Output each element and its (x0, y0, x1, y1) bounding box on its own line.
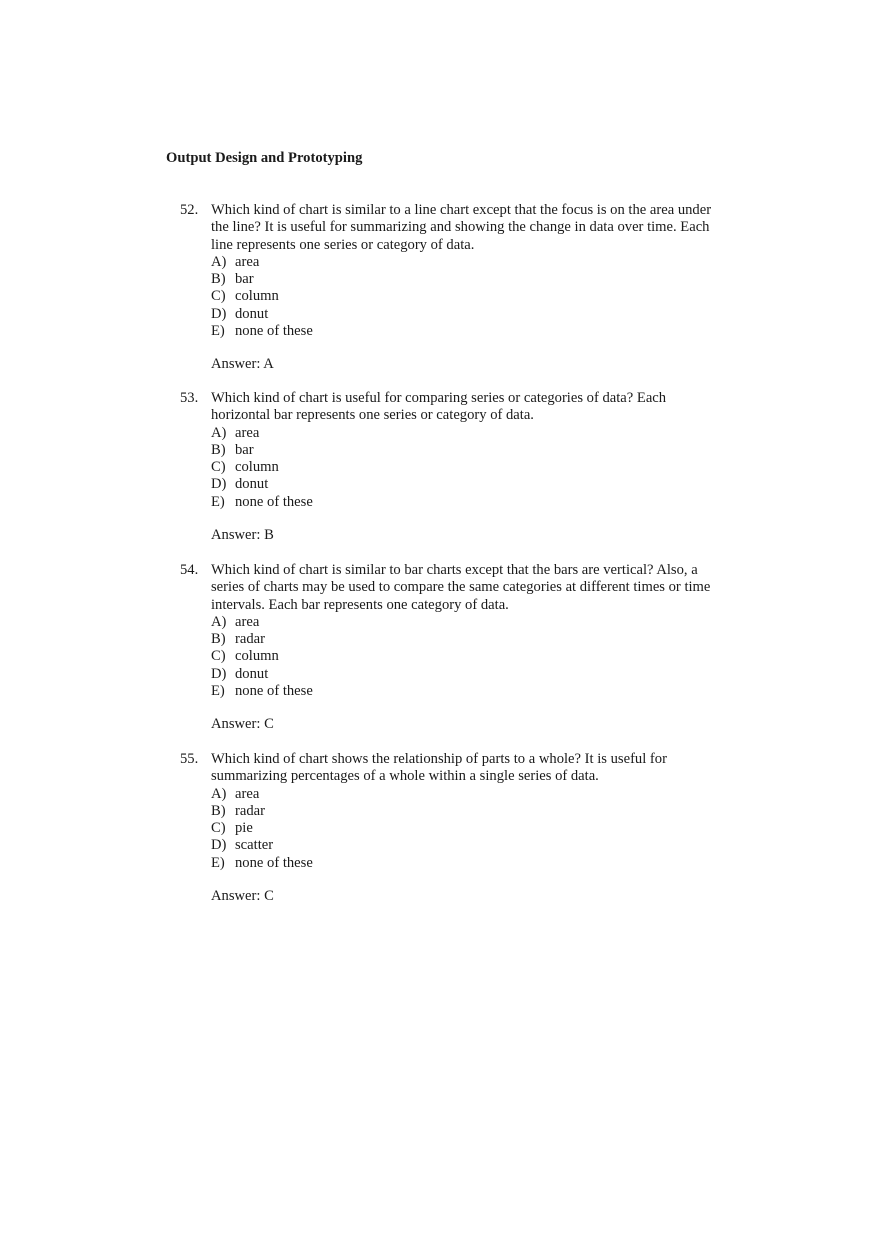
option-text: donut (235, 665, 269, 682)
option-letter: B) (211, 631, 226, 648)
option-c (211, 459, 740, 476)
option-letter: C) (211, 288, 226, 305)
option-d (211, 476, 740, 493)
option-letter: B) (211, 802, 226, 819)
option-letter: C) (211, 459, 226, 476)
option-text: none of these (235, 683, 313, 700)
question-text: Which kind of chart is useful for comparing series or categories of data? Each horizontal bar represents one series or category of data. (211, 390, 667, 424)
option-d (211, 666, 740, 683)
option-d (211, 837, 740, 854)
option-e (211, 855, 740, 872)
option-letter: B) (211, 441, 226, 458)
question-55 (180, 751, 740, 905)
option-text: none of these (235, 323, 313, 340)
option-text: none of these (235, 493, 313, 510)
option-letter: E) (211, 854, 225, 871)
answer-text: Answer: B (211, 527, 274, 544)
page-heading: Output Design and Prototyping (166, 150, 363, 166)
option-c (211, 648, 740, 665)
option-text: column (235, 459, 279, 476)
question-stem-row (180, 562, 740, 614)
option-letter: E) (211, 323, 225, 340)
question-text: Which kind of chart is similar to a line chart except that the focus is on the area under the line? It is useful for summarizing and showing the change in data over time. Each line represents one series or category of data. (211, 202, 712, 253)
option-text: none of these (235, 854, 313, 871)
option-a (211, 786, 740, 803)
question-number: 53. (180, 390, 199, 406)
option-text: area (235, 424, 260, 441)
answer-text: Answer: C (211, 716, 274, 733)
question-52 (180, 202, 740, 374)
option-letter: D) (211, 476, 227, 493)
option-letter: A) (211, 613, 227, 630)
option-letter: D) (211, 837, 227, 854)
option-text: column (235, 288, 279, 305)
option-text: area (235, 253, 260, 270)
question-number: 54. (180, 562, 199, 578)
option-letter: A) (211, 253, 227, 270)
option-c (211, 820, 740, 837)
question-number: 55. (180, 751, 199, 767)
option-list (180, 614, 740, 700)
option-b (211, 271, 740, 288)
option-text: bar (235, 271, 254, 288)
option-text: donut (235, 476, 269, 493)
option-text: pie (235, 820, 253, 837)
option-b (211, 442, 740, 459)
option-letter: B) (211, 271, 226, 288)
question-53 (180, 390, 740, 544)
option-text: scatter (235, 837, 274, 854)
option-list (180, 786, 740, 872)
option-b (211, 631, 740, 648)
option-list (180, 254, 740, 340)
question-text: Which kind of chart is similar to bar charts except that the bars are vertical? Also, a series of charts may be used to compare the same categories at different times or time intervals. Each bar represents one category of data. (211, 562, 711, 613)
option-letter: D) (211, 665, 227, 682)
option-a (211, 614, 740, 631)
question-stem-row (180, 390, 740, 425)
answer-text: Answer: A (211, 356, 274, 373)
option-e (211, 323, 740, 340)
question-stem-row (180, 202, 740, 254)
option-e (211, 494, 740, 511)
option-c (211, 288, 740, 305)
question-number: 52. (180, 202, 199, 218)
option-letter: E) (211, 493, 225, 510)
question-text: Which kind of chart shows the relationship of parts to a whole? It is useful for summarizing percentages of a whole within a single series of data. (211, 751, 667, 785)
option-text: area (235, 613, 260, 630)
option-d (211, 306, 740, 323)
option-letter: C) (211, 648, 226, 665)
option-text: radar (235, 631, 265, 648)
option-a (211, 254, 740, 271)
option-letter: D) (211, 305, 227, 322)
option-letter: A) (211, 424, 227, 441)
option-text: column (235, 648, 279, 665)
question-54 (180, 562, 740, 734)
question-stem-row (180, 751, 740, 786)
option-text: area (235, 785, 260, 802)
option-letter: C) (211, 820, 226, 837)
option-list (180, 425, 740, 511)
option-letter: A) (211, 785, 227, 802)
option-e (211, 683, 740, 700)
option-text: radar (235, 802, 265, 819)
answer-text: Answer: C (211, 888, 274, 905)
option-a (211, 425, 740, 442)
option-text: bar (235, 441, 254, 458)
option-letter: E) (211, 683, 225, 700)
option-b (211, 803, 740, 820)
option-text: donut (235, 305, 269, 322)
